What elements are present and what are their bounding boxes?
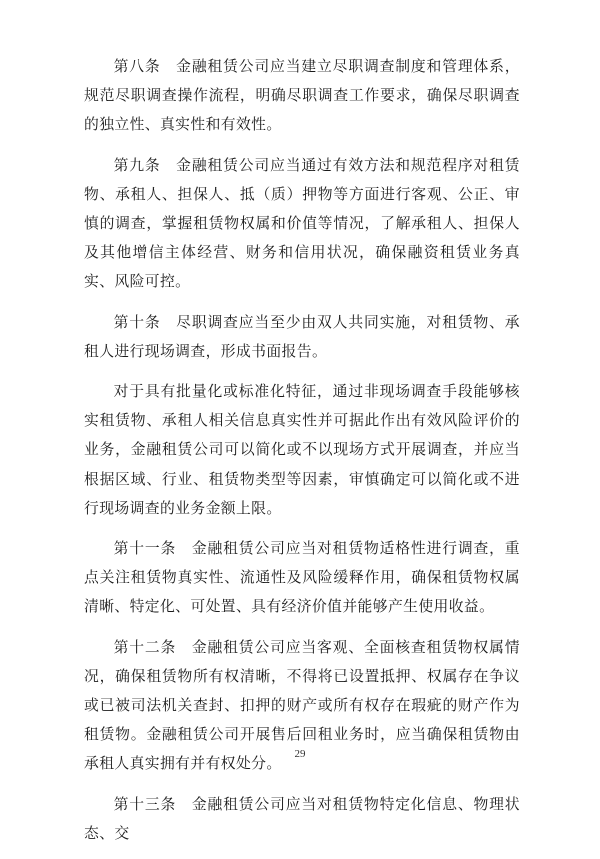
article-9-paragraph: 第九条 金融租赁公司应当通过有效方法和规范程序对租赁物、承租人、担保人、抵（质）押物等方面进行客观、公正、审慎的调查，掌握租赁物权属和价值等情况，了解承租人、担保人及其他增信主体经营、财务和信用状况，确保融资租赁业务真实、风险可控。 (84, 156, 520, 291)
page-number: 29 (294, 748, 306, 760)
article-13-paragraph: 第十三条 金融租赁公司应当对租赁物特定化信息、物理状态、交 (84, 795, 520, 842)
article-12-paragraph: 第十二条 金融租赁公司应当客观、全面核查租赁物权属情况，确保租赁物所有权清晰，不得将已设置抵押、权属存在争议或已被司法机关查封、扣押的财产或所有权存在瑕疵的财产作为租赁物。金融租赁公司开展售后回租业务时，应当确保租赁物由承租人真实拥有并有权处分。 (84, 638, 520, 773)
document-body (84, 52, 520, 859)
article-8-paragraph: 第八条 金融租赁公司应当建立尽职调查制度和管理体系，规范尽职调查操作流程，明确尽职调查工作要求，确保尽职调查的独立性、真实性和有效性。 (84, 58, 520, 134)
article-10-paragraph: 第十条 尽职调查应当至少由双人共同实施，对租赁物、承租人进行现场调查，形成书面报告。 (84, 313, 520, 360)
article-10-continuation-paragraph: 对于具有批量化或标准化特征，通过非现场调查手段能够核实租赁物、承租人相关信息真实性并可据此作出有效风险评价的业务，金融租赁公司可以简化或不以现场方式开展调查，并应当根据区域、行业、租赁物类型等因素，审慎确定可以简化或不进行现场调查的业务金额上限。 (84, 383, 520, 517)
article-11-paragraph: 第十一条 金融租赁公司应当对租赁物适格性进行调查，重点关注租赁物真实性、流通性及风险缓释作用，确保租赁物权属清晰、特定化、可处置、具有经济价值并能够产生使用收益。 (84, 540, 520, 616)
